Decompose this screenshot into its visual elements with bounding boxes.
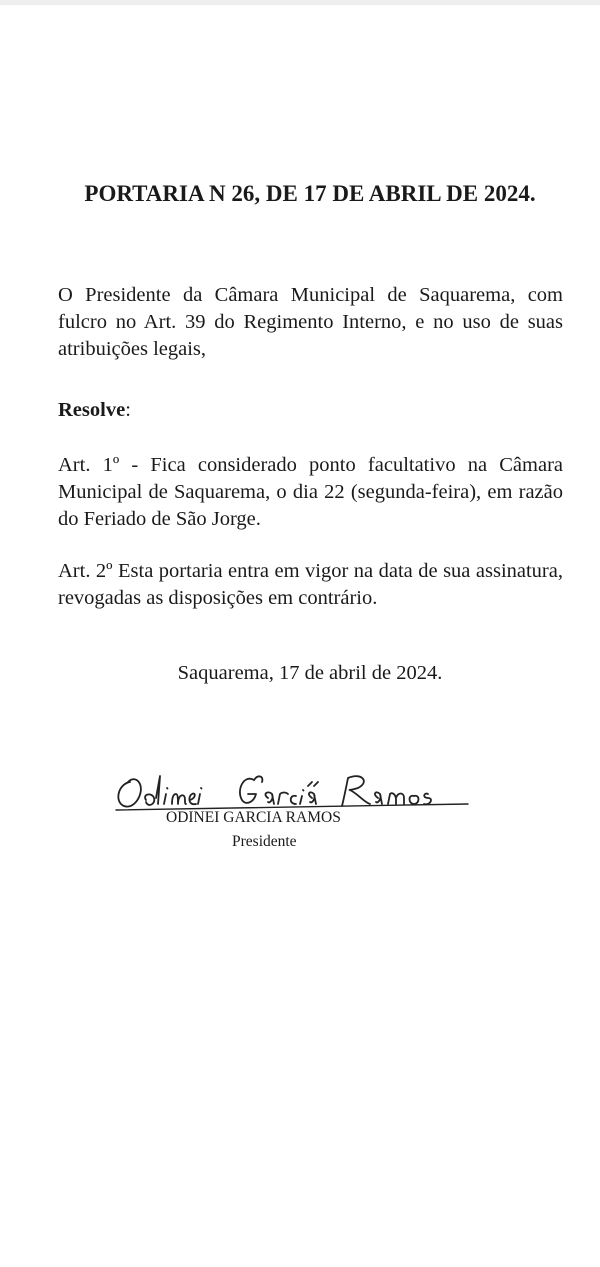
signatory-name: ODINEI GARCIA RAMOS	[166, 809, 341, 826]
article-2: Art. 2º Esta portaria entra em vigor na data de sua assinatura, revogadas as disposições em contrário.	[58, 560, 563, 609]
dateline: Saquarema, 17 de abril de 2024.	[177, 662, 443, 684]
resolve-heading	[58, 397, 131, 424]
resolve-label: Resolve	[58, 399, 126, 421]
document-title: PORTARIA N 26, DE 17 DE ABRIL DE 2024.	[84, 181, 536, 206]
article-1: Art. 1º - Fica considerado ponto facultativo na Câmara Municipal de Saquarema, o dia 22 (segunda-feira), em razão do Feriado de São Jorge.	[58, 454, 563, 530]
intro-paragraph: O Presidente da Câmara Municipal de Saquarema, com fulcro no Art. 39 do Regimento Interno, e no uso de suas atribuições legais,	[58, 284, 563, 360]
signatory-role: Presidente	[232, 833, 297, 850]
resolve-colon: :	[125, 399, 131, 421]
